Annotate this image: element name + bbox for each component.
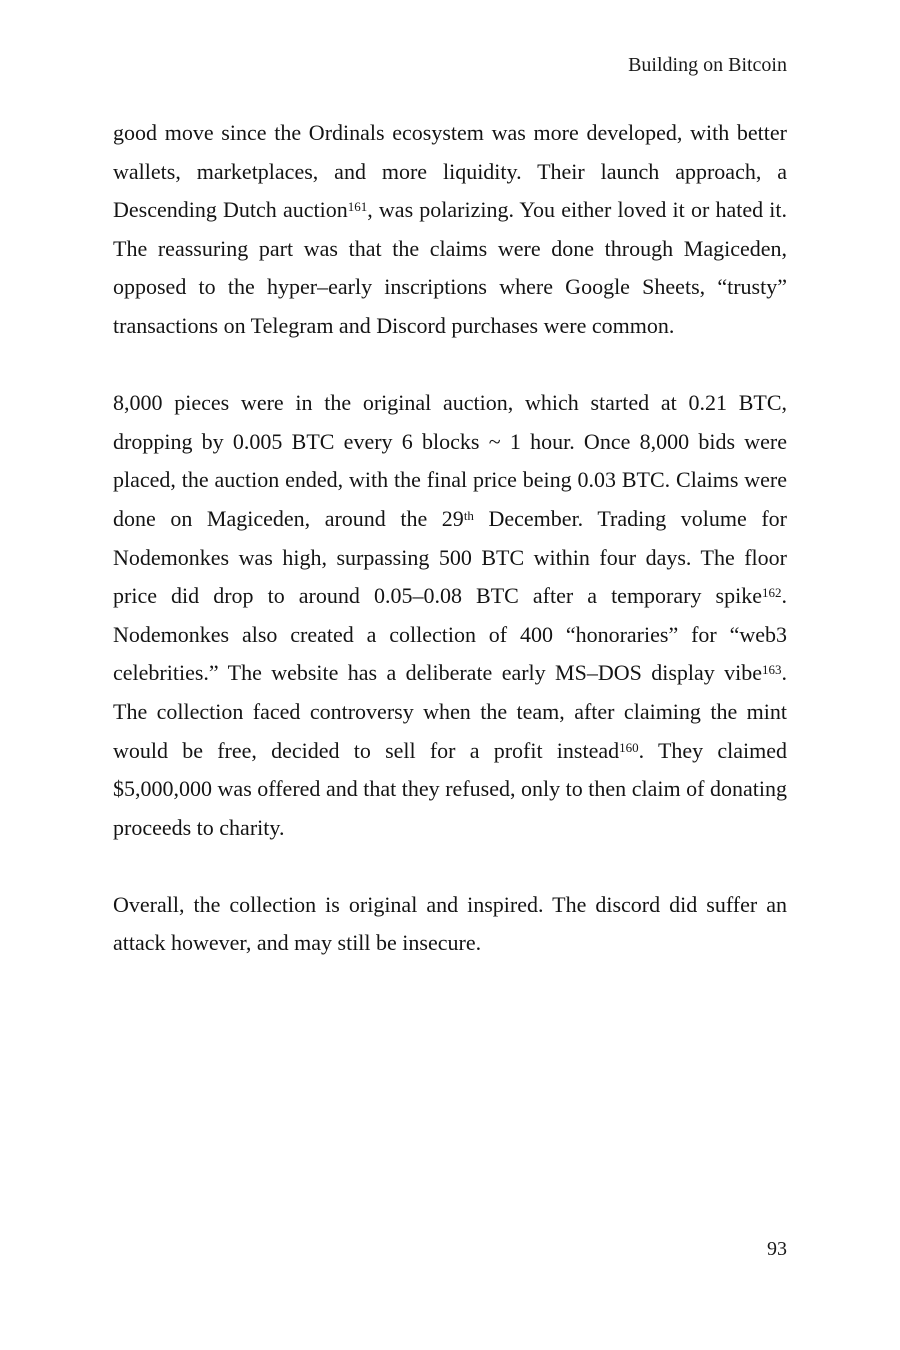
paragraph-text: December. Trading volume for Nodemonkes was high, surpassing 500 BTC within four days. The floor price did drop to around 0.05–0.08 BTC after a temporary spike bbox=[113, 505, 787, 609]
running-header-title: Building on Bitcoin bbox=[628, 54, 787, 76]
page-number: 93 bbox=[767, 1238, 787, 1260]
paragraph-auction-details bbox=[113, 384, 787, 847]
paragraph-text: , was polarizing. You either loved it or hated it. The reassuring part was that the claims were done through Magiceden, opposed to the hyper–early inscriptions where Google Sheets, “trusty” transactions on Telegram and Discord purchases were common. bbox=[113, 197, 787, 338]
footnote-ref-161: 161 bbox=[347, 199, 368, 215]
paragraph-launch-approach bbox=[113, 114, 787, 346]
footnote-ref-162: 162 bbox=[762, 585, 782, 601]
page-footer bbox=[113, 1237, 787, 1261]
footnote-ref-163: 163 bbox=[762, 662, 782, 678]
ordinal-suffix-th: th bbox=[463, 508, 474, 524]
paragraph-text: . They claimed $5,000,000 was offered and that they refused, only to then claim of donating proceeds to charity. bbox=[113, 737, 788, 840]
running-header bbox=[113, 53, 787, 77]
paragraph-text: . Nodemonkes also created a collection of 400 “honoraries” for “web3 celebrities.” The website has a deliberate early MS–DOS display vibe bbox=[113, 583, 787, 686]
paragraph-text: Overall, the collection is original and inspired. The discord did suffer an attack however, and may still be insecure. bbox=[113, 891, 787, 956]
page-body bbox=[113, 114, 787, 1002]
paragraph-overall-verdict bbox=[113, 886, 787, 963]
paragraph-text: 8,000 pieces were in the original auction, which started at 0.21 BTC, dropping by 0.005 BTC every 6 blocks ~ 1 hour. Once 8,000 bids were placed, the auction ended, with the final price being 0.03 BTC. Claims were done on Magiceden, around the 29 bbox=[113, 390, 787, 531]
paragraph-text: good move since the Ordinals ecosystem was more developed, with better wallets, marketplaces, and more liquidity. Their launch approach, a Descending Dutch auction bbox=[113, 120, 787, 223]
paragraph-text: . The collection faced controversy when the team, after claiming the mint would be free, decided to sell for a profit instead bbox=[113, 660, 787, 763]
footnote-ref-160: 160 bbox=[619, 739, 639, 755]
